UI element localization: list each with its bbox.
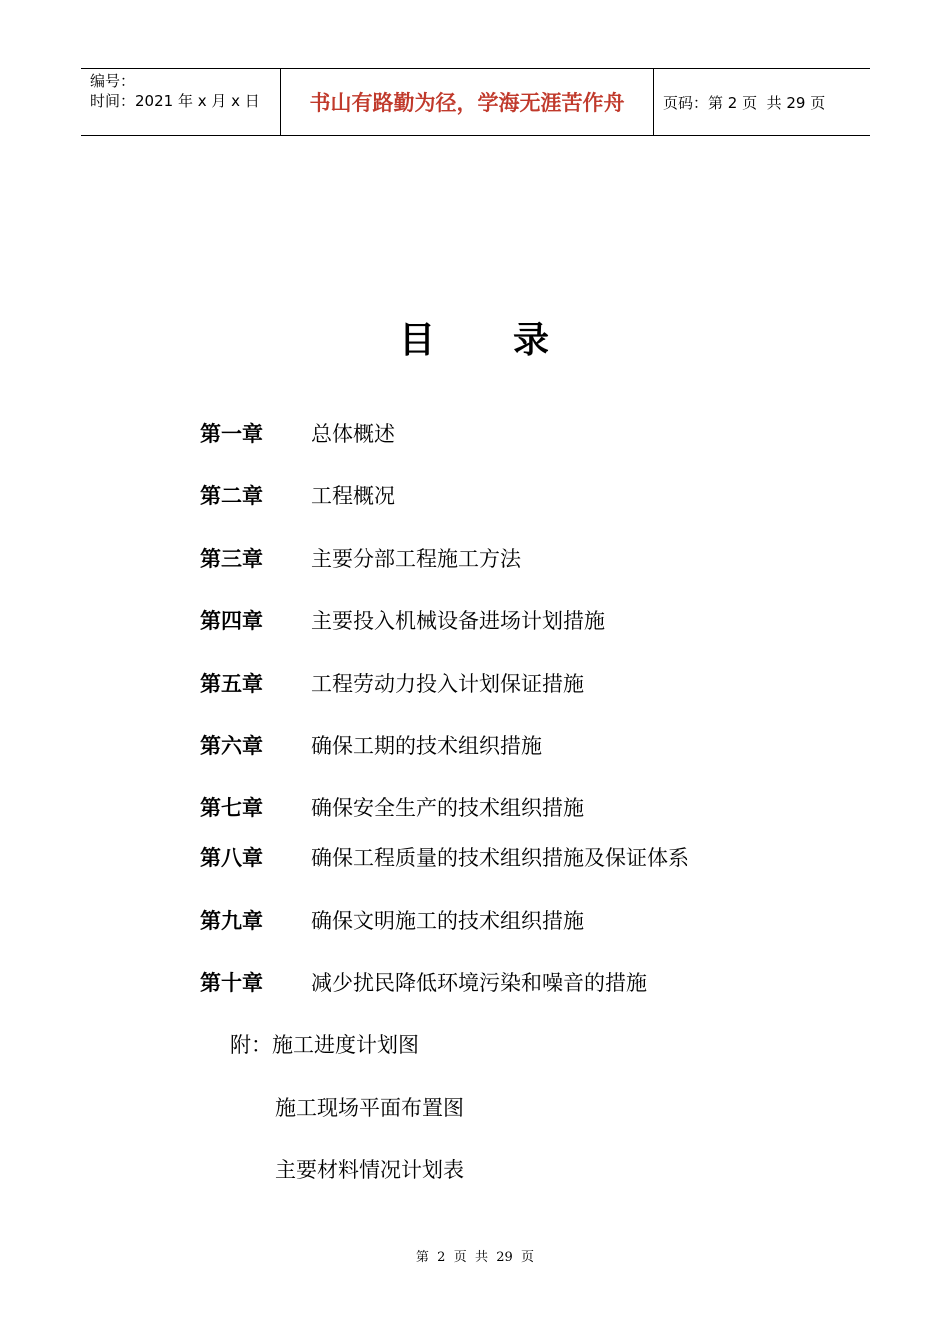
toc-chapter-number: 第四章 xyxy=(200,609,263,633)
appendix-item: 主要材料情况计划表 xyxy=(275,1158,464,1182)
toc-chapter-title: 主要分部工程施工方法 xyxy=(311,547,521,571)
header-motto: 书山有路勤为径，学海无涯苦作舟 xyxy=(309,90,625,115)
document-number-label: 编号： xyxy=(90,72,136,90)
toc-chapter-title: 减少扰民降低环境污染和噪音的措施 xyxy=(311,971,647,995)
toc-chapter-title: 总体概述 xyxy=(311,422,395,446)
toc-chapter-number: 第八章 xyxy=(200,846,263,870)
toc-entry xyxy=(200,606,605,636)
toc-chapter-number: 第七章 xyxy=(200,796,263,820)
toc-chapter-number: 第六章 xyxy=(200,734,263,758)
toc-entry xyxy=(200,906,584,936)
toc-chapter-title: 工程概况 xyxy=(311,484,395,508)
toc-chapter-title: 确保工程质量的技术组织措施及保证体系 xyxy=(311,846,689,870)
toc-entry xyxy=(200,669,584,699)
header-page-cell xyxy=(654,69,870,135)
page-title: 目 录 xyxy=(398,319,551,361)
toc-chapter-number: 第三章 xyxy=(200,547,263,571)
page-footer: 第 2 页 共 29 页 xyxy=(415,1250,535,1265)
header-motto-cell xyxy=(281,69,654,135)
header-meta-cell xyxy=(81,69,281,135)
document-date: 时间：2021 年 x 月 x 日 xyxy=(90,92,260,110)
toc-chapter-title: 确保安全生产的技术组织措施 xyxy=(311,796,584,820)
toc-entry xyxy=(200,544,521,574)
toc-entry xyxy=(200,731,542,761)
toc-entry xyxy=(200,843,689,873)
toc-chapter-number: 第五章 xyxy=(200,672,263,696)
toc-entry xyxy=(200,419,395,449)
toc-chapter-title: 确保文明施工的技术组织措施 xyxy=(311,909,584,933)
toc-chapter-number: 第十章 xyxy=(200,971,263,995)
toc-chapter-title: 主要投入机械设备进场计划措施 xyxy=(311,609,605,633)
header-table xyxy=(81,68,870,136)
appendix-item: 施工现场平面布置图 xyxy=(275,1096,464,1120)
toc-chapter-title: 工程劳动力投入计划保证措施 xyxy=(311,672,584,696)
toc-entry xyxy=(200,481,395,511)
appendix-label: 附：施工进度计划图 xyxy=(230,1033,419,1057)
toc-chapter-number: 第一章 xyxy=(200,422,263,446)
toc-entry xyxy=(200,968,647,998)
toc-chapter-title: 确保工期的技术组织措施 xyxy=(311,734,542,758)
header-page-info: 页码：第 2 页 共 29 页 xyxy=(663,93,826,112)
toc-entry xyxy=(200,793,584,823)
toc-chapter-number: 第九章 xyxy=(200,909,263,933)
toc-chapter-number: 第二章 xyxy=(200,484,263,508)
